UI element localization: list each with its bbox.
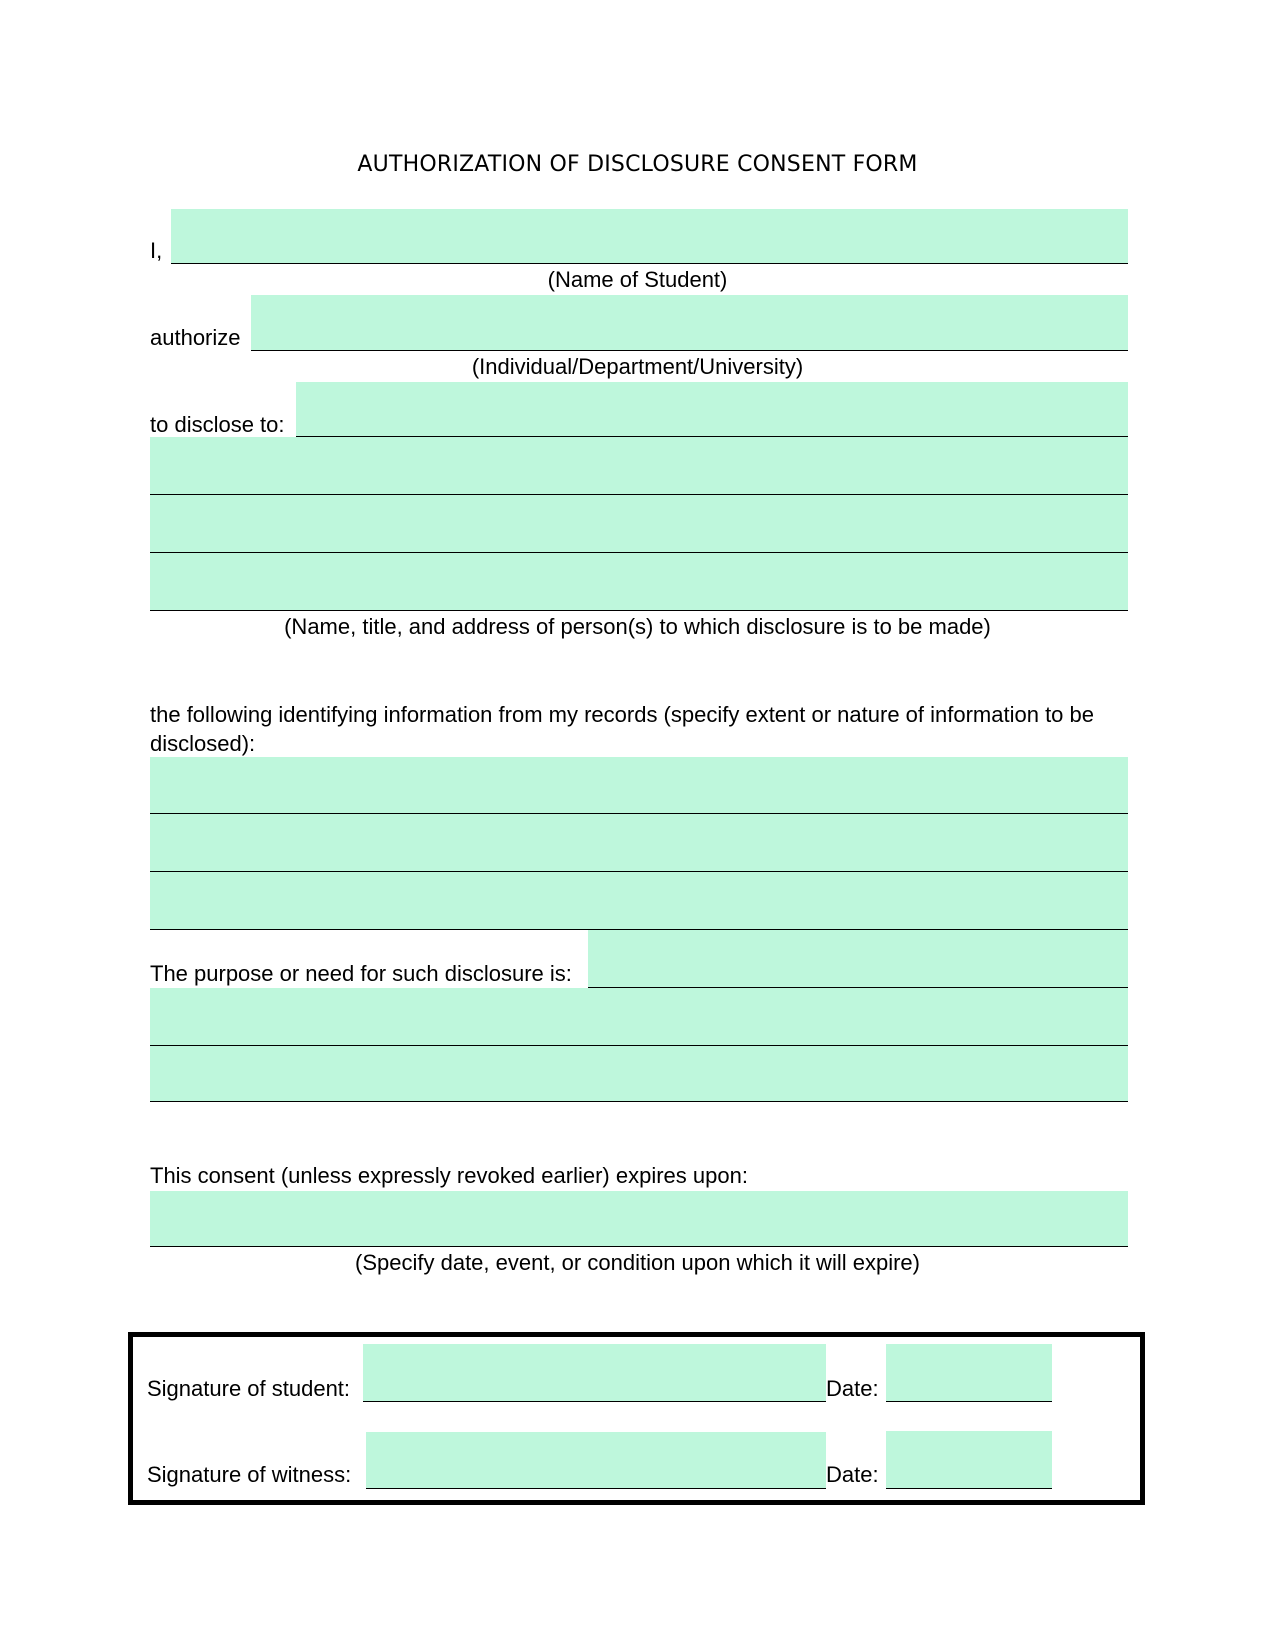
witness-signature-label: Signature of witness: — [147, 1462, 352, 1487]
form-title: AUTHORIZATION OF DISCLOSURE CONSENT FORM — [357, 152, 918, 177]
info-instruction: the following identifying information from my records (specify extent or nature of information to be disclosed): — [150, 702, 1095, 756]
authorize-caption: (Individual/Department/University) — [471, 354, 804, 379]
authorize-field[interactable] — [251, 295, 1128, 351]
recipient-field-1[interactable] — [296, 382, 1128, 437]
witness-date-field[interactable] — [886, 1431, 1052, 1489]
authorize-label: authorize — [150, 325, 241, 350]
purpose-label: The purpose or need for such disclosure is: — [150, 961, 572, 986]
recipient-field-2[interactable] — [150, 437, 1128, 495]
purpose-field-1[interactable] — [588, 930, 1128, 988]
student-name-caption: (Name of Student) — [547, 267, 728, 292]
disclose-to-label: to disclose to: — [150, 412, 285, 437]
expiry-label: This consent (unless expressly revoked earlier) expires upon: — [150, 1163, 748, 1188]
i-label: I, — [150, 238, 163, 263]
recipient-caption: (Name, title, and address of person(s) to which disclosure is to be made) — [284, 614, 991, 639]
student-date-field[interactable] — [886, 1344, 1052, 1402]
witness-signature-field[interactable] — [366, 1432, 826, 1489]
expiry-caption: (Specify date, event, or condition upon which it will expire) — [355, 1250, 920, 1275]
info-field-2[interactable] — [150, 814, 1128, 872]
student-name-field[interactable] — [171, 209, 1128, 264]
student-signature-label: Signature of student: — [147, 1376, 351, 1401]
witness-date-label: Date: — [826, 1462, 879, 1487]
expiry-field[interactable] — [150, 1191, 1128, 1247]
recipient-field-3[interactable] — [150, 495, 1128, 553]
student-date-label: Date: — [826, 1376, 879, 1401]
purpose-field-3[interactable] — [150, 1046, 1128, 1102]
info-field-3[interactable] — [150, 872, 1128, 930]
purpose-field-2[interactable] — [150, 988, 1128, 1046]
recipient-field-4[interactable] — [150, 553, 1128, 611]
student-signature-field[interactable] — [363, 1344, 826, 1402]
info-field-1[interactable] — [150, 757, 1128, 814]
